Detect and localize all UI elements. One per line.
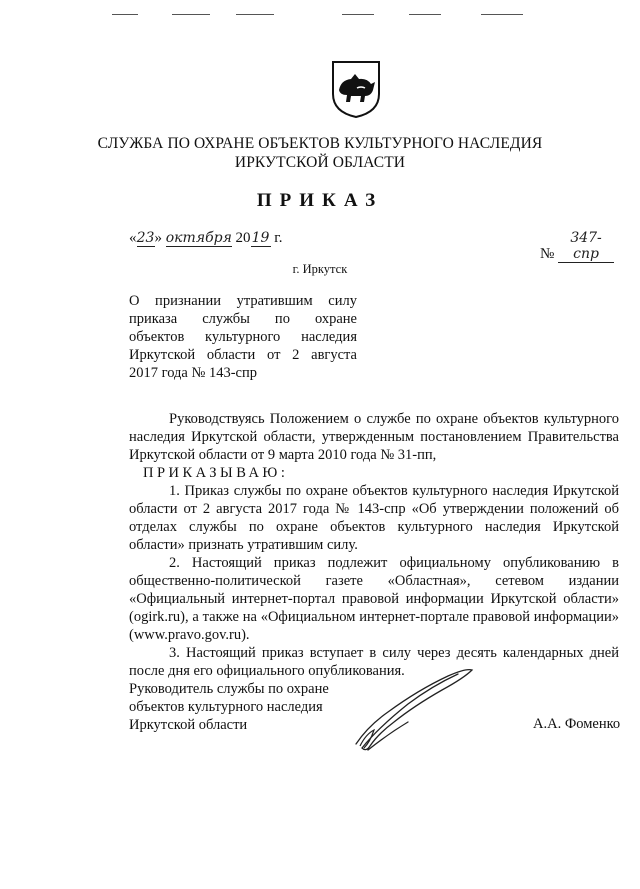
top-rule-segment bbox=[172, 14, 210, 15]
handwritten-signature bbox=[348, 664, 478, 754]
item1-line: области» признать утратившим силу. bbox=[129, 537, 358, 553]
document-subject bbox=[129, 292, 357, 382]
coat-of-arms-emblem bbox=[331, 60, 381, 118]
agency-name-line1: СЛУЖБА ПО ОХРАНЕ ОБЪЕКТОВ КУЛЬТУРНОГО НАСЛЕДИЯ bbox=[97, 135, 543, 152]
signatory-position-line: Руководитель службы по охране bbox=[129, 681, 329, 697]
item2-line: (www.pravo.gov.ru). bbox=[129, 627, 250, 643]
date-close-quote: » bbox=[154, 230, 162, 246]
item1-line: области от 2 августа 2017 года № 143-спр «Об утверждении положений об bbox=[129, 501, 619, 517]
intro-line: Руководствуясь Положением о службе по охране объектов культурного bbox=[169, 411, 619, 427]
intro-line: Иркутской области от 9 марта 2010 года № 31-пп, bbox=[129, 447, 437, 463]
top-rule-segment bbox=[236, 14, 274, 15]
item2-line: «Официальный интернет-портал правовой информации Иркутской области» bbox=[129, 591, 619, 607]
intro-line: наследия Иркутской области, утвержденным постановлением Правительства bbox=[129, 429, 619, 445]
signatory-name: А.А. Фоменко bbox=[533, 716, 621, 732]
signatory-position-line: Иркутской области bbox=[129, 717, 248, 733]
document-body bbox=[129, 410, 619, 680]
document-title: ПРИКАЗ bbox=[256, 190, 384, 211]
subject-line: 2017 года № 143-спр bbox=[129, 365, 257, 381]
item2-line: (ogirk.ru), а также на «Официальном интернет-портале правовой информации» bbox=[129, 609, 619, 625]
subject-line: объектов культурного наследия bbox=[129, 329, 357, 345]
date-year-prefix: 20 bbox=[235, 230, 251, 246]
date-month: октября bbox=[165, 230, 232, 246]
top-rule-segment bbox=[342, 14, 374, 15]
top-rule-segment bbox=[112, 14, 138, 15]
order-word: ПРИКАЗЫВАЮ: bbox=[143, 465, 289, 481]
top-rule-segment bbox=[409, 14, 441, 15]
item3-line: после дня его официального опубликования. bbox=[129, 663, 405, 679]
agency-name bbox=[0, 134, 640, 172]
item2-line: общественно-политической газете «Областная», сетевом издании bbox=[129, 573, 619, 589]
item1-line: 1. Приказ службы по охране объектов культурного наследия Иркутской bbox=[169, 483, 619, 499]
date-year-suffix: 19 bbox=[251, 230, 270, 246]
signatory-position-line: объектов культурного наследия bbox=[129, 699, 323, 715]
document-city: г. Иркутск bbox=[292, 262, 348, 276]
subject-line: Иркутской области от 2 августа bbox=[129, 347, 357, 363]
signatory-position bbox=[129, 680, 329, 734]
date-open-quote: « bbox=[129, 230, 137, 246]
document-number bbox=[540, 230, 614, 263]
document-date bbox=[129, 230, 282, 247]
subject-line: приказа службы по охране bbox=[129, 311, 357, 327]
item1-line: отделах службы по охране объектов культурного наследия Иркутской bbox=[129, 519, 619, 535]
agency-name-line2: ИРКУТСКОЙ ОБЛАСТИ bbox=[234, 154, 406, 171]
item2-line: 2. Настоящий приказ подлежит официальному опубликованию в bbox=[169, 555, 619, 571]
subject-line: О признании утратившим силу bbox=[129, 293, 357, 309]
number-value: 347-спр bbox=[558, 230, 614, 263]
date-day: 23 bbox=[136, 230, 155, 246]
date-year-mark: г. bbox=[274, 230, 283, 246]
item3-line: 3. Настоящий приказ вступает в силу через десять календарных дней bbox=[169, 645, 619, 661]
top-rule-segment bbox=[481, 14, 523, 15]
number-prefix: № bbox=[540, 246, 555, 262]
